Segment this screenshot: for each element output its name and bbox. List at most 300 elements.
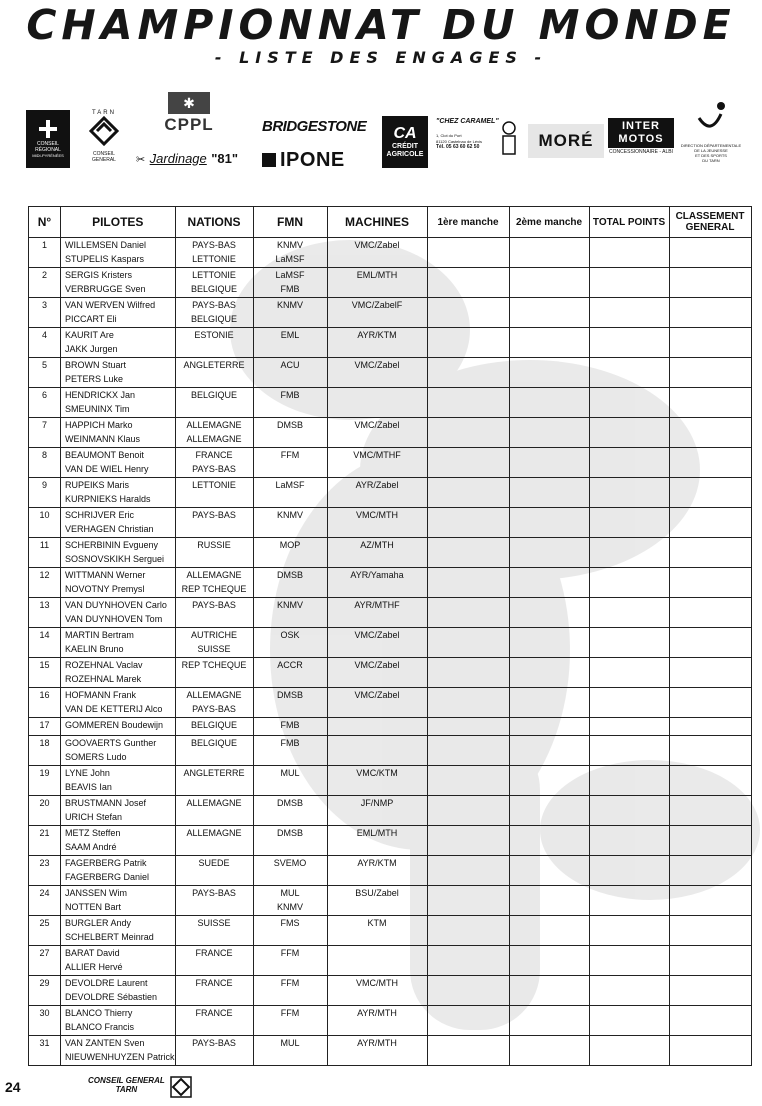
page-number: 24 — [5, 1079, 21, 1095]
classement-cell — [669, 448, 751, 478]
nations-cell — [175, 736, 253, 766]
fmn-line — [254, 522, 327, 536]
total-points-cell — [589, 736, 669, 766]
total-points-cell — [589, 478, 669, 508]
classement-cell — [669, 826, 751, 856]
pilot-line: BEAUMONT Benoit — [65, 450, 144, 460]
machine-cell — [327, 718, 427, 736]
manche2-cell — [509, 718, 589, 736]
fmn-line: SVEMO — [273, 858, 307, 868]
fmn-line — [254, 960, 327, 974]
nation-line: REP TCHEQUE — [181, 660, 247, 670]
row-number: 15 — [29, 658, 61, 688]
mower-icon: ✂ — [136, 154, 146, 166]
page-subtitle: - LISTE DES ENGAGES - — [214, 48, 548, 67]
footer-cg-text — [88, 1076, 165, 1094]
jeunesse-line3: ET DES SPORTS — [695, 153, 727, 158]
total-points-cell — [589, 298, 669, 328]
col-manche1-header: 1ère manche — [427, 207, 509, 238]
pilot-line: VERBRUGGE Sven — [65, 284, 146, 294]
row-number: 3 — [29, 298, 61, 328]
pilot-line: BLANCO Thierry — [65, 1008, 133, 1018]
pilots-cell — [61, 736, 176, 766]
nation-line: BELGIQUE — [191, 314, 238, 324]
fmn-line: DMSB — [277, 690, 304, 700]
machine-cell: EML/MTH — [327, 268, 427, 298]
chez-caramel-addr2: 81120 Castelnau de Lévis — [436, 139, 482, 144]
col-num-header: N° — [29, 207, 61, 238]
jardinage-text: Jardinage — [149, 151, 207, 166]
nation-line: BELGIQUE — [191, 284, 238, 294]
pilots-cell — [61, 478, 176, 508]
row-number: 4 — [29, 328, 61, 358]
fmn-cell — [253, 568, 327, 598]
manche1-cell — [427, 826, 509, 856]
row-number: 25 — [29, 916, 61, 946]
pilot-line: WITTMANN Werner — [65, 570, 146, 580]
classement-cell — [669, 298, 751, 328]
manche2-cell — [509, 538, 589, 568]
total-points-cell — [589, 328, 669, 358]
manche1-cell — [427, 886, 509, 916]
table-row — [29, 598, 752, 628]
more-logo: MORÉ — [528, 124, 604, 158]
machine-cell: VMC/Zabel — [327, 238, 427, 268]
fmn-line: FMB — [280, 390, 300, 400]
manche1-cell — [427, 508, 509, 538]
fmn-cell — [253, 328, 327, 358]
pilots-cell — [61, 658, 176, 688]
fmn-cell — [253, 976, 327, 1006]
pilot-line: BEAVIS Ian — [65, 782, 112, 792]
fmn-cell — [253, 238, 327, 268]
manche2-cell — [509, 478, 589, 508]
nations-cell — [175, 886, 253, 916]
pilot-line: WILLEMSEN Daniel — [65, 240, 147, 250]
fmn-line: DMSB — [277, 798, 304, 808]
nations-cell — [175, 1006, 253, 1036]
inter-motos-logo — [608, 118, 674, 166]
pilots-cell — [61, 946, 176, 976]
fmn-line: FFM — [280, 948, 300, 958]
nation-line: LETTONIE — [192, 270, 236, 280]
total-points-cell — [589, 826, 669, 856]
total-points-cell — [589, 268, 669, 298]
classement-cell — [669, 478, 751, 508]
manche2-cell — [509, 736, 589, 766]
pilot-line: BRUSTMANN Josef — [65, 798, 147, 808]
manche1-cell — [427, 658, 509, 688]
fmn-line — [254, 432, 327, 446]
col-classement-header: CLASSEMENT GENERAL — [669, 207, 751, 238]
pilot-line: VAN ZANTEN Sven — [65, 1038, 145, 1048]
pilots-cell — [61, 688, 176, 718]
inter-motos-line1: INTER — [622, 120, 660, 132]
row-number: 5 — [29, 358, 61, 388]
manche1-cell — [427, 478, 509, 508]
table-row — [29, 886, 752, 916]
nation-line: BELGIQUE — [191, 390, 238, 400]
pilots-cell — [61, 508, 176, 538]
manche1-cell — [427, 388, 509, 418]
manche2-cell — [509, 1036, 589, 1066]
nation-line — [176, 930, 253, 944]
pilot-line: PICCART Eli — [65, 314, 117, 324]
nations-cell — [175, 976, 253, 1006]
fmn-line: OSK — [280, 630, 300, 640]
machine-cell: KTM — [327, 916, 427, 946]
total-points-cell — [589, 448, 669, 478]
fmn-line: FFM — [280, 1008, 300, 1018]
nations-cell — [175, 658, 253, 688]
manche2-cell — [509, 976, 589, 1006]
manche1-cell — [427, 796, 509, 826]
row-number: 7 — [29, 418, 61, 448]
pilot-line: SCHRIJVER Eric — [65, 510, 135, 520]
credit-agricole-line2: AGRICOLE — [386, 151, 424, 158]
nations-cell — [175, 628, 253, 658]
manche2-cell — [509, 508, 589, 538]
nation-line: LETTONIE — [192, 480, 236, 490]
classement-cell — [669, 766, 751, 796]
machine-cell: AZ/MTH — [327, 538, 427, 568]
nation-line: ALLEMAGNE — [186, 570, 242, 580]
table-row — [29, 658, 752, 688]
tarn-cg-line2: GENERAL — [92, 157, 116, 163]
fmn-line — [254, 312, 327, 326]
pilot-line: KURPNIEKS Haralds — [65, 494, 151, 504]
manche2-cell — [509, 358, 589, 388]
classement-cell — [669, 886, 751, 916]
fmn-line: MUL — [280, 888, 300, 898]
machine-cell: AYR/KTM — [327, 328, 427, 358]
machine-cell: AYR/Zabel — [327, 478, 427, 508]
table-row — [29, 358, 752, 388]
pilot-line: GOMMEREN Boudewijn — [65, 720, 164, 730]
fmn-cell — [253, 268, 327, 298]
page-title: CHAMPIONNAT DU MONDE — [26, 1, 736, 49]
nations-cell — [175, 418, 253, 448]
ipone-square-icon — [262, 153, 276, 167]
classement-cell — [669, 946, 751, 976]
pilots-cell — [61, 628, 176, 658]
nation-line: FRANCE — [195, 450, 233, 460]
total-points-cell — [589, 946, 669, 976]
manche1-cell — [427, 628, 509, 658]
nation-line: SUEDE — [198, 858, 230, 868]
classement-cell — [669, 568, 751, 598]
row-number: 19 — [29, 766, 61, 796]
machine-cell: VMC/Zabel — [327, 358, 427, 388]
fmn-line: KNMV — [277, 600, 304, 610]
row-number: 30 — [29, 1006, 61, 1036]
jardinage-number: "81" — [211, 151, 239, 166]
manche1-cell — [427, 718, 509, 736]
nations-cell — [175, 856, 253, 886]
table-row — [29, 1036, 752, 1066]
pilots-cell — [61, 1006, 176, 1036]
fmn-cell — [253, 628, 327, 658]
pilot-line: URICH Stefan — [65, 812, 123, 822]
table-row — [29, 766, 752, 796]
fmn-cell — [253, 298, 327, 328]
fmn-cell — [253, 388, 327, 418]
manche1-cell — [427, 448, 509, 478]
pilot-line: BARAT David — [65, 948, 120, 958]
fmn-line: KNMV — [277, 300, 304, 310]
machine-cell: AYR/MTH — [327, 1036, 427, 1066]
table-row — [29, 538, 752, 568]
row-number: 8 — [29, 448, 61, 478]
total-points-cell — [589, 718, 669, 736]
fmn-line: DMSB — [277, 828, 304, 838]
total-points-cell — [589, 916, 669, 946]
pilot-line: STUPELIS Kaspars — [65, 254, 145, 264]
inter-motos-caption: CONCESSIONNAIRE - ALBI — [609, 149, 673, 155]
nations-cell — [175, 826, 253, 856]
fmn-line: FFM — [280, 450, 300, 460]
jeunesse-line2: DE LA JEUNESSE — [694, 148, 728, 153]
nations-cell — [175, 508, 253, 538]
pilots-cell — [61, 598, 176, 628]
total-points-cell — [589, 568, 669, 598]
tarn-cg-logo — [84, 110, 124, 176]
fmn-line — [254, 702, 327, 716]
nation-line — [176, 672, 253, 686]
classement-cell — [669, 538, 751, 568]
pilot-line: FAGERBERG Daniel — [65, 872, 150, 882]
pilot-line: KAELIN Bruno — [65, 644, 124, 654]
pilot-line: HAPPICH Marko — [65, 420, 133, 430]
table-row — [29, 298, 752, 328]
conseil-regional-line1: CONSEIL — [37, 140, 59, 147]
classement-cell — [669, 418, 751, 448]
fmn-line — [254, 342, 327, 356]
machine-cell: AYR/MTH — [327, 1006, 427, 1036]
manche2-cell — [509, 328, 589, 358]
jeunesse-sports-logo — [680, 100, 742, 176]
manche1-cell — [427, 1036, 509, 1066]
row-number: 23 — [29, 856, 61, 886]
machine-cell — [327, 946, 427, 976]
nation-line: ALLEMAGNE — [186, 434, 242, 444]
pilots-cell — [61, 448, 176, 478]
machine-cell: JF/NMP — [327, 796, 427, 826]
row-number: 18 — [29, 736, 61, 766]
pilot-line: NOTTEN Bart — [65, 902, 122, 912]
classement-cell — [669, 598, 751, 628]
row-number: 24 — [29, 886, 61, 916]
nations-cell — [175, 388, 253, 418]
nations-cell — [175, 598, 253, 628]
tarn-cg-top: TARN — [92, 110, 116, 116]
machine-cell — [327, 388, 427, 418]
fmn-line: KNMV — [277, 510, 304, 520]
fmn-cell — [253, 856, 327, 886]
pilot-line: SMEUNINX Tim — [65, 404, 130, 414]
nation-line: ALLEMAGNE — [186, 420, 242, 430]
pilot-line: KAURIT Are — [65, 330, 114, 340]
classement-cell — [669, 628, 751, 658]
manche2-cell — [509, 388, 589, 418]
occitan-cross-icon — [39, 120, 57, 138]
fmn-line: FMB — [280, 284, 300, 294]
nations-cell — [175, 298, 253, 328]
chez-caramel-name: "CHEZ CARAMEL" — [436, 118, 499, 125]
pilots-cell — [61, 766, 176, 796]
total-points-cell — [589, 1036, 669, 1066]
fmn-line: ACCR — [277, 660, 303, 670]
fmn-line — [254, 612, 327, 626]
nations-cell — [175, 688, 253, 718]
fmn-line — [254, 750, 327, 764]
nations-cell — [175, 568, 253, 598]
pilots-cell — [61, 886, 176, 916]
manche1-cell — [427, 976, 509, 1006]
pilot-line: ROZEHNAL Vaclav — [65, 660, 143, 670]
machine-cell: AYR/KTM — [327, 856, 427, 886]
pilots-cell — [61, 388, 176, 418]
pilots-cell — [61, 328, 176, 358]
pilots-cell — [61, 358, 176, 388]
row-number: 11 — [29, 538, 61, 568]
pilot-line: SOSNOVSKIKH Serguei — [65, 554, 165, 564]
fmn-line — [254, 930, 327, 944]
pilot-line: SERGIS Kristers — [65, 270, 133, 280]
classement-cell — [669, 856, 751, 886]
machine-cell: AYR/MTHF — [327, 598, 427, 628]
nation-line: SUISSE — [197, 644, 231, 654]
classement-cell — [669, 1036, 751, 1066]
classement-cell — [669, 508, 751, 538]
pilot-line: PETERS Luke — [65, 374, 124, 384]
nation-line: PAYS-BAS — [192, 888, 236, 898]
fmn-line: DMSB — [277, 420, 304, 430]
conseil-regional-logo — [26, 110, 70, 168]
nation-line: ANGLETERRE — [183, 768, 245, 778]
total-points-cell — [589, 796, 669, 826]
pilot-line: SCHERBININ Evgueny — [65, 540, 159, 550]
manche2-cell — [509, 268, 589, 298]
nation-line: ANGLETERRE — [183, 360, 245, 370]
pilots-cell — [61, 916, 176, 946]
machine-cell: VMC/Zabel — [327, 628, 427, 658]
table-row — [29, 628, 752, 658]
credit-agricole-logo — [382, 116, 428, 168]
nation-line: ALLEMAGNE — [186, 828, 242, 838]
table-row — [29, 388, 752, 418]
machine-cell: VMC/ZabelF — [327, 298, 427, 328]
pilots-cell — [61, 238, 176, 268]
tarn-cg-line1: CONSEIL — [93, 151, 115, 157]
fmn-cell — [253, 886, 327, 916]
nations-cell — [175, 916, 253, 946]
table-row — [29, 448, 752, 478]
fmn-line — [254, 582, 327, 596]
nations-cell — [175, 478, 253, 508]
classement-cell — [669, 268, 751, 298]
pilots-cell — [61, 268, 176, 298]
manche2-cell — [509, 628, 589, 658]
table-row — [29, 1006, 752, 1036]
classement-cell — [669, 238, 751, 268]
fmn-cell — [253, 736, 327, 766]
classement-cell — [669, 736, 751, 766]
jardinage-logo — [136, 150, 246, 172]
machine-cell: VMC/MTH — [327, 508, 427, 538]
nations-cell — [175, 766, 253, 796]
manche1-cell — [427, 268, 509, 298]
manche1-cell — [427, 328, 509, 358]
fmn-line: EML — [280, 330, 300, 340]
nations-cell — [175, 448, 253, 478]
row-number: 29 — [29, 976, 61, 1006]
machine-cell: VMC/MTH — [327, 976, 427, 1006]
fmn-cell — [253, 1006, 327, 1036]
row-number: 13 — [29, 598, 61, 628]
fmn-line — [254, 840, 327, 854]
machine-cell: VMC/Zabel — [327, 418, 427, 448]
nation-line — [176, 492, 253, 506]
nation-line — [176, 612, 253, 626]
classement-cell — [669, 328, 751, 358]
manche1-cell — [427, 238, 509, 268]
nation-line — [176, 840, 253, 854]
table-row — [29, 328, 752, 358]
pilot-line: VAN WERVEN Wilfred — [65, 300, 156, 310]
manche2-cell — [509, 886, 589, 916]
fmn-line: LaMSF — [275, 480, 305, 490]
machine-cell: VMC/Zabel — [327, 688, 427, 718]
row-number: 1 — [29, 238, 61, 268]
total-points-cell — [589, 598, 669, 628]
fmn-cell — [253, 598, 327, 628]
row-number: 10 — [29, 508, 61, 538]
fmn-line: LaMSF — [275, 270, 305, 280]
row-number: 31 — [29, 1036, 61, 1066]
pilots-cell — [61, 538, 176, 568]
fmn-cell — [253, 418, 327, 448]
nation-line — [176, 402, 253, 416]
manche1-cell — [427, 916, 509, 946]
pilot-line: VAN DE KETTERIJ Alco — [65, 704, 163, 714]
fmn-cell — [253, 766, 327, 796]
pilot-line: METZ Steffen — [65, 828, 121, 838]
fmn-line: KNMV — [277, 240, 304, 250]
table-row — [29, 796, 752, 826]
nation-line: SUISSE — [197, 918, 231, 928]
fmn-cell — [253, 448, 327, 478]
col-pilotes-header: PILOTES — [61, 207, 176, 238]
fmn-line — [254, 462, 327, 476]
jeunesse-line1: DIRECTION DÉPARTEMENTALE — [680, 143, 742, 148]
nation-line: PAYS-BAS — [192, 704, 236, 714]
fmn-line — [254, 870, 327, 884]
row-number: 20 — [29, 796, 61, 826]
pilot-line: VAN DUYNHOVEN Tom — [65, 614, 163, 624]
conseil-regional-line2: RÉGIONAL — [35, 146, 61, 153]
nation-line: PAYS-BAS — [192, 300, 236, 310]
total-points-cell — [589, 766, 669, 796]
row-number: 6 — [29, 388, 61, 418]
total-points-cell — [589, 358, 669, 388]
nation-line — [176, 1050, 253, 1064]
fmn-cell — [253, 358, 327, 388]
total-points-cell — [589, 658, 669, 688]
ipone-logo — [262, 148, 368, 172]
total-points-cell — [589, 628, 669, 658]
nation-line: REP TCHEQUE — [181, 584, 247, 594]
